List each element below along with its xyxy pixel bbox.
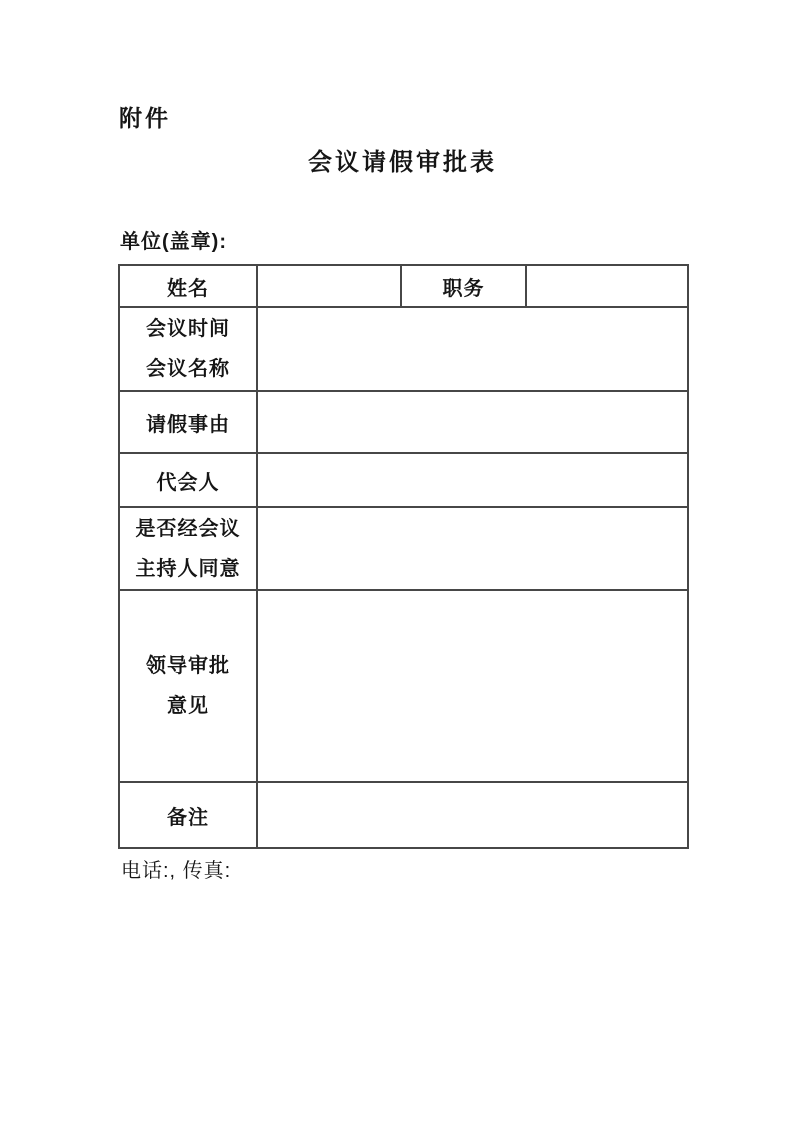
table-row-leader-approval: [119, 590, 688, 782]
meeting-label-line1: 会议时间: [146, 318, 230, 340]
leave-reason-label-cell: 请假事由: [119, 391, 257, 453]
name-label-cell: 姓名: [119, 265, 257, 307]
host-consent-label-cell: [119, 507, 257, 590]
position-input-cell[interactable]: [526, 265, 688, 307]
leader-approval-label-line1: 领导审批: [146, 655, 230, 677]
host-consent-input-cell[interactable]: [257, 507, 688, 590]
meeting-label-cell: [119, 307, 257, 391]
table-row-remarks: [119, 782, 688, 848]
name-input-cell[interactable]: [257, 265, 401, 307]
remarks-label-cell: 备注: [119, 782, 257, 848]
attachment-label: 附件: [119, 105, 171, 131]
substitute-label-cell: 代会人: [119, 453, 257, 507]
leader-approval-label-cell: [119, 590, 257, 782]
page-title: 会议请假审批表: [308, 149, 497, 176]
host-consent-label-line1: 是否经会议: [135, 517, 241, 540]
table-row-meeting: [119, 307, 688, 391]
unit-seal-label: 单位(盖章):: [120, 231, 227, 253]
table-row-host-consent: [119, 507, 688, 590]
host-consent-label-line2: 主持人同意: [135, 557, 241, 580]
table-row-substitute: [119, 453, 688, 507]
leader-approval-input-cell[interactable]: [257, 590, 688, 782]
meeting-input-cell[interactable]: [257, 307, 688, 391]
leader-approval-label-line2: 意见: [167, 695, 209, 717]
contact-footer: 电话:, 传真:: [121, 860, 232, 882]
substitute-input-cell[interactable]: [257, 453, 688, 507]
remarks-input-cell[interactable]: [257, 782, 688, 848]
approval-form-table: [118, 264, 689, 849]
table-row-name-position: [119, 265, 688, 307]
position-label-cell: 职务: [401, 265, 526, 307]
leave-reason-input-cell[interactable]: [257, 391, 688, 453]
table-row-leave-reason: [119, 391, 688, 453]
meeting-label-line2: 会议名称: [146, 358, 230, 380]
